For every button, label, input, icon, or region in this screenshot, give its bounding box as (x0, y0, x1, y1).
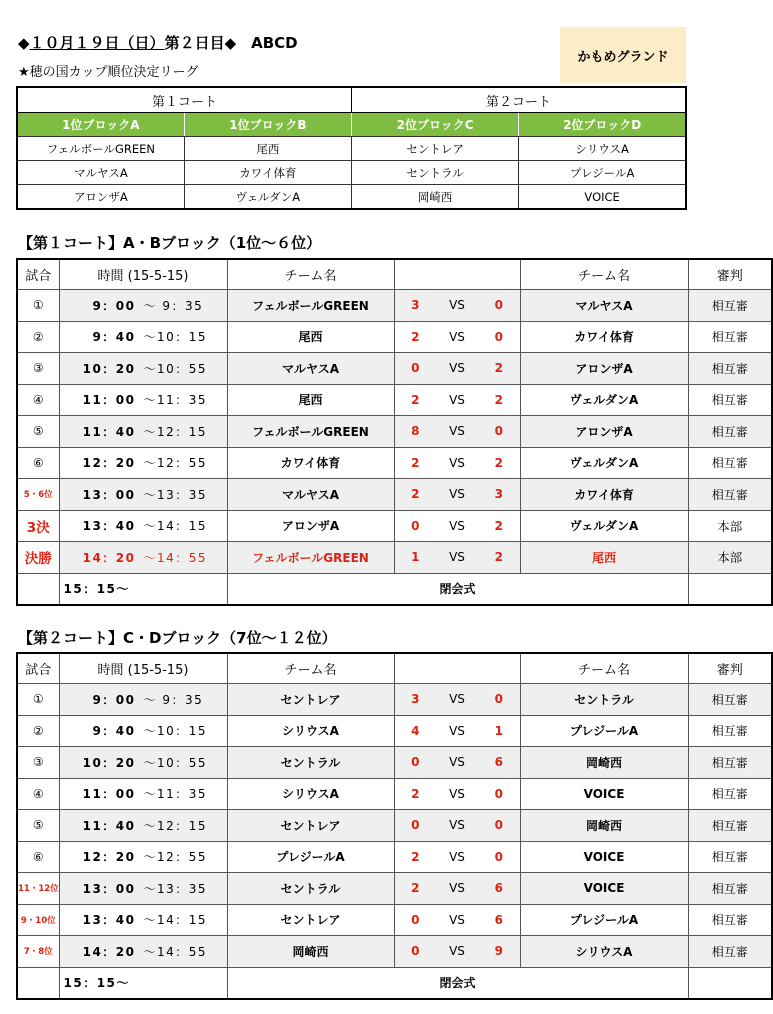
match-row (17, 416, 772, 448)
team2-name: VOICE (520, 873, 688, 905)
referee: 相互審 (688, 416, 772, 448)
team1-score: 1 (394, 542, 436, 574)
vs-label: VS (436, 290, 478, 322)
match-row (17, 778, 772, 810)
match-number: ⑥ (17, 841, 59, 873)
vs-label: VS (436, 715, 478, 747)
header-team2: チーム名 (520, 259, 688, 290)
team1-name: 尾西 (227, 384, 394, 416)
referee: 相互審 (688, 936, 772, 968)
vs-label: VS (436, 542, 478, 574)
header-blank (394, 653, 520, 684)
team1-name: セントラル (227, 873, 394, 905)
match-number: ② (17, 715, 59, 747)
team2-score: 0 (478, 778, 520, 810)
start-time: 11：00 (82, 787, 136, 802)
team2-score: 9 (478, 936, 520, 968)
start-time: 13：00 (82, 881, 136, 896)
court1-header: 第１コート (17, 87, 352, 113)
team2-name: マルヤスA (520, 290, 688, 322)
header-time: 時間 (15-5-15) (59, 259, 227, 290)
match-number: ③ (17, 747, 59, 779)
referee: 相互審 (688, 715, 772, 747)
referee: 相互審 (688, 810, 772, 842)
match-number: 3決 (17, 510, 59, 542)
match-time (59, 841, 227, 873)
vs-label: VS (436, 321, 478, 353)
start-time: 9：40 (92, 330, 136, 345)
team1-name: カワイ体育 (227, 447, 394, 479)
team1-score: 2 (394, 841, 436, 873)
team2-name: プレジールA (520, 904, 688, 936)
end-time: ～ 9：35 (143, 692, 204, 707)
end-time: ～14：15 (143, 913, 208, 928)
team1-name: 岡崎西 (227, 936, 394, 968)
match-number: ① (17, 684, 59, 716)
team1-name: フェルボールGREEN (227, 290, 394, 322)
match-row (17, 936, 772, 968)
end-time: ～14：55 (143, 944, 208, 959)
group-team: フェルボールGREEN (17, 137, 184, 161)
team2-score: 0 (478, 841, 520, 873)
match-row (17, 447, 772, 479)
match-time (59, 904, 227, 936)
team2-name: VOICE (520, 841, 688, 873)
team1-score: 3 (394, 684, 436, 716)
team1-score: 2 (394, 479, 436, 511)
team1-score: 4 (394, 715, 436, 747)
team1-score: 2 (394, 384, 436, 416)
referee: 相互審 (688, 904, 772, 936)
court2-section-title: 【第２コート】C・Dブロック（7位～１２位） (18, 629, 337, 647)
court2-schedule-table (16, 652, 773, 1000)
start-time: 12：20 (82, 850, 136, 865)
header-time: 時間 (15-5-15) (59, 653, 227, 684)
team2-name: アロンザA (520, 353, 688, 385)
match-time (59, 715, 227, 747)
vs-label: VS (436, 778, 478, 810)
group-team: カワイ体育 (184, 161, 351, 185)
team1-score: 0 (394, 353, 436, 385)
referee: 相互審 (688, 778, 772, 810)
referee: 相互審 (688, 479, 772, 511)
match-time (59, 747, 227, 779)
title-date: １０月１９日（日） (29, 34, 165, 52)
referee: 相互審 (688, 384, 772, 416)
end-time: ～11：35 (143, 787, 208, 802)
team1-score: 3 (394, 290, 436, 322)
team1-name: セントレア (227, 810, 394, 842)
referee: 相互審 (688, 747, 772, 779)
title-rest: 第２日目◆ ABCD (164, 34, 298, 52)
match-time (59, 290, 227, 322)
start-time: 14：20 (82, 944, 136, 959)
team1-score: 8 (394, 416, 436, 448)
match-time (59, 384, 227, 416)
group-team: VOICE (519, 185, 686, 210)
referee: 相互審 (688, 873, 772, 905)
header-blank (394, 259, 520, 290)
end-time: ～12：55 (143, 850, 208, 865)
group-team: ヴェルダンA (184, 185, 351, 210)
team1-name: マルヤスA (227, 353, 394, 385)
end-time: ～ 9：35 (143, 298, 204, 313)
end-time: ～12：55 (143, 456, 208, 471)
start-time: 9：00 (92, 692, 136, 707)
vs-label: VS (436, 479, 478, 511)
match-time (59, 447, 227, 479)
start-time: 11：40 (82, 424, 136, 439)
match-number: ⑥ (17, 447, 59, 479)
team2-name: VOICE (520, 778, 688, 810)
team2-name: カワイ体育 (520, 479, 688, 511)
match-number: 5・6位 (17, 479, 59, 511)
group-team: アロンザA (17, 185, 184, 210)
group-team: プレジールA (519, 161, 686, 185)
team2-score: 0 (478, 684, 520, 716)
team1-score: 0 (394, 936, 436, 968)
match-time (59, 353, 227, 385)
group-team: 岡崎西 (352, 185, 519, 210)
group-name: 1位ブロックB (184, 113, 351, 137)
team1-name: セントラル (227, 747, 394, 779)
end-time: ～14：15 (143, 519, 208, 534)
team1-score: 2 (394, 778, 436, 810)
referee: 相互審 (688, 353, 772, 385)
start-time: 9：00 (92, 298, 136, 313)
team2-score: 2 (478, 384, 520, 416)
match-row (17, 290, 772, 322)
team1-name: 尾西 (227, 321, 394, 353)
match-time (59, 510, 227, 542)
team1-name: フェルボールGREEN (227, 416, 394, 448)
team2-name: セントラル (520, 684, 688, 716)
match-time (59, 810, 227, 842)
team1-name: フェルボールGREEN (227, 542, 394, 574)
start-time: 13：00 (82, 487, 136, 502)
team1-name: セントレア (227, 904, 394, 936)
title-prefix: ◆ (18, 34, 30, 52)
match-number: 11・12位 (17, 873, 59, 905)
group-team: セントラル (352, 161, 519, 185)
match-number: ⑤ (17, 810, 59, 842)
match-row (17, 479, 772, 511)
vs-label: VS (436, 684, 478, 716)
team2-name: シリウスA (520, 936, 688, 968)
end-time: ～10：15 (143, 724, 208, 739)
closing-blank (688, 573, 772, 605)
team2-score: 2 (478, 353, 520, 385)
team2-score: 2 (478, 510, 520, 542)
start-time: 13：40 (82, 519, 136, 534)
match-time (59, 873, 227, 905)
end-time: ～10：55 (143, 361, 208, 376)
match-row (17, 747, 772, 779)
match-time (59, 936, 227, 968)
match-time (59, 684, 227, 716)
group-team: シリウスA (519, 137, 686, 161)
team2-score: 1 (478, 715, 520, 747)
closing-blank (688, 967, 772, 999)
match-row (17, 353, 772, 385)
match-number: 決勝 (17, 542, 59, 574)
vs-label: VS (436, 384, 478, 416)
start-time: 10：20 (82, 755, 136, 770)
start-time: 10：20 (82, 361, 136, 376)
vs-label: VS (436, 510, 478, 542)
closing-ceremony: 閉会式 (227, 967, 688, 999)
team1-name: シリウスA (227, 778, 394, 810)
team2-score: 6 (478, 873, 520, 905)
match-number: ① (17, 290, 59, 322)
subtitle: ★穂の国カップ順位決定リーグ (18, 65, 199, 80)
team1-name: マルヤスA (227, 479, 394, 511)
group-name: 1位ブロックA (17, 113, 184, 137)
match-row (17, 321, 772, 353)
header-match-no: 試合 (17, 259, 59, 290)
team2-name: ヴェルダンA (520, 384, 688, 416)
header-team2: チーム名 (520, 653, 688, 684)
start-time: 11：00 (82, 393, 136, 408)
vs-label: VS (436, 447, 478, 479)
closing-ceremony: 閉会式 (227, 573, 688, 605)
match-row (17, 542, 772, 574)
header-team1: チーム名 (227, 653, 394, 684)
end-time: ～12：15 (143, 818, 208, 833)
match-time (59, 321, 227, 353)
end-time: ～11：35 (143, 393, 208, 408)
match-time (59, 479, 227, 511)
block-overview-table (16, 86, 687, 210)
referee: 本部 (688, 542, 772, 574)
court2-header: 第２コート (352, 87, 687, 113)
end-time: ～13：35 (143, 487, 208, 502)
team2-name: 岡崎西 (520, 747, 688, 779)
match-number: ② (17, 321, 59, 353)
end-time: ～13：35 (143, 881, 208, 896)
team1-score: 0 (394, 510, 436, 542)
team2-name: 尾西 (520, 542, 688, 574)
match-number: 7・8位 (17, 936, 59, 968)
vs-label: VS (436, 353, 478, 385)
team1-score: 2 (394, 447, 436, 479)
vs-label: VS (436, 841, 478, 873)
closing-blank (17, 573, 59, 605)
start-time: 14：20 (82, 550, 136, 565)
start-time: 12：20 (82, 456, 136, 471)
team1-score: 0 (394, 747, 436, 779)
team2-name: カワイ体育 (520, 321, 688, 353)
team2-score: 0 (478, 321, 520, 353)
team2-score: 2 (478, 447, 520, 479)
group-team: 尾西 (184, 137, 351, 161)
match-row (17, 841, 772, 873)
header-referee: 審判 (688, 259, 772, 290)
team2-name: ヴェルダンA (520, 510, 688, 542)
header-match-no: 試合 (17, 653, 59, 684)
match-number: ④ (17, 384, 59, 416)
team2-name: プレジールA (520, 715, 688, 747)
referee: 相互審 (688, 684, 772, 716)
start-time: 13：40 (82, 913, 136, 928)
vs-label: VS (436, 936, 478, 968)
team2-score: 6 (478, 747, 520, 779)
match-row (17, 510, 772, 542)
team2-score: 6 (478, 904, 520, 936)
team2-score: 0 (478, 416, 520, 448)
closing-time: 15：15～ (59, 573, 227, 605)
team2-name: 岡崎西 (520, 810, 688, 842)
match-number: ⑤ (17, 416, 59, 448)
referee: 相互審 (688, 447, 772, 479)
match-row (17, 873, 772, 905)
match-number: ④ (17, 778, 59, 810)
end-time: ～10：55 (143, 755, 208, 770)
end-time: ～10：15 (143, 330, 208, 345)
team1-name: アロンザA (227, 510, 394, 542)
page-title (18, 32, 298, 53)
start-time: 9：40 (92, 724, 136, 739)
match-time (59, 778, 227, 810)
team1-name: セントレア (227, 684, 394, 716)
vs-label: VS (436, 416, 478, 448)
vs-label: VS (436, 904, 478, 936)
group-name: 2位ブロックC (352, 113, 519, 137)
match-row (17, 684, 772, 716)
team1-score: 2 (394, 873, 436, 905)
referee: 相互審 (688, 841, 772, 873)
closing-blank (17, 967, 59, 999)
vs-label: VS (436, 747, 478, 779)
closing-time: 15：15～ (59, 967, 227, 999)
venue-label: かもめグランド (560, 27, 686, 83)
header-referee: 審判 (688, 653, 772, 684)
court1-section-title: 【第１コート】A・Bブロック（1位～６位） (18, 234, 322, 252)
team2-name: アロンザA (520, 416, 688, 448)
start-time: 11：40 (82, 818, 136, 833)
vs-label: VS (436, 810, 478, 842)
end-time: ～12：15 (143, 424, 208, 439)
referee: 相互審 (688, 321, 772, 353)
group-name: 2位ブロックD (519, 113, 686, 137)
team2-score: 0 (478, 290, 520, 322)
team1-name: シリウスA (227, 715, 394, 747)
match-row (17, 384, 772, 416)
team1-score: 2 (394, 321, 436, 353)
match-time (59, 542, 227, 574)
end-time: ～14：55 (143, 550, 208, 565)
team1-score: 0 (394, 810, 436, 842)
group-team: マルヤスA (17, 161, 184, 185)
court1-schedule-table (16, 258, 773, 606)
match-number: ③ (17, 353, 59, 385)
team2-score: 0 (478, 810, 520, 842)
team2-score: 2 (478, 542, 520, 574)
team2-name: ヴェルダンA (520, 447, 688, 479)
match-row (17, 715, 772, 747)
referee: 相互審 (688, 290, 772, 322)
team1-score: 0 (394, 904, 436, 936)
match-time (59, 416, 227, 448)
match-row (17, 810, 772, 842)
team1-name: プレジールA (227, 841, 394, 873)
vs-label: VS (436, 873, 478, 905)
header-team1: チーム名 (227, 259, 394, 290)
match-row (17, 904, 772, 936)
referee: 本部 (688, 510, 772, 542)
team2-score: 3 (478, 479, 520, 511)
match-number: 9・10位 (17, 904, 59, 936)
group-team: セントレア (352, 137, 519, 161)
